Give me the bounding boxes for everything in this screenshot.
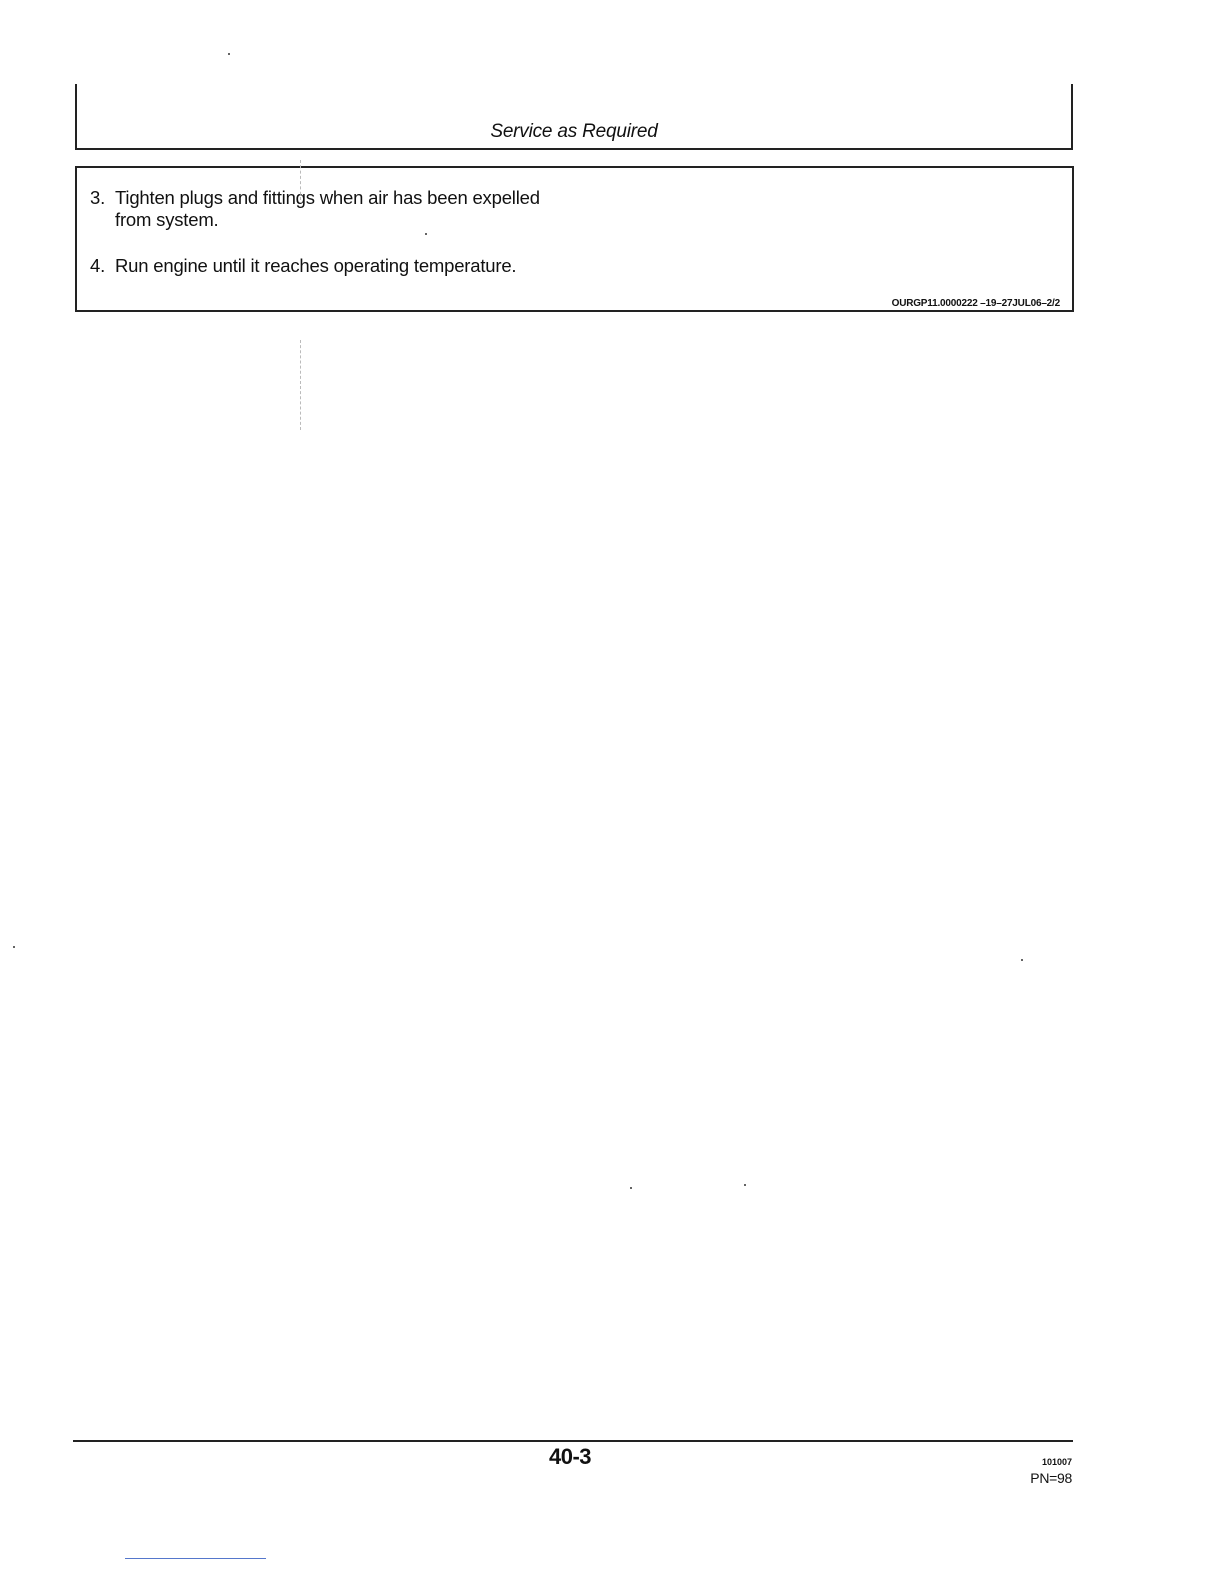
instruction-box bbox=[75, 166, 1074, 312]
step-number: 4. bbox=[90, 255, 106, 276]
section-title: Service as Required bbox=[490, 121, 658, 142]
step-text: Tighten plugs and fittings when air has been expelled bbox=[115, 187, 540, 208]
scan-artifact-line bbox=[300, 160, 301, 200]
section-header-box bbox=[75, 84, 1073, 150]
scan-speck bbox=[228, 53, 230, 55]
step-item bbox=[90, 255, 516, 277]
page-reference: PN=98 bbox=[1030, 1470, 1072, 1486]
scan-speck bbox=[630, 1187, 632, 1189]
step-text-continued: from system. bbox=[115, 209, 219, 230]
footer-rule bbox=[73, 1440, 1073, 1442]
page-number: 40-3 bbox=[548, 1444, 592, 1469]
scan-speck bbox=[1021, 959, 1023, 961]
scan-speck bbox=[425, 233, 427, 235]
step-text: Run engine until it reaches operating temperature. bbox=[115, 255, 517, 276]
step-number: 3. bbox=[90, 187, 106, 208]
scan-artifact-blue-line bbox=[125, 1558, 266, 1559]
scan-speck bbox=[13, 946, 15, 948]
reference-code: OURGP11.0000222 –19–27JUL06–2/2 bbox=[891, 298, 1060, 309]
date-code: 101007 bbox=[1041, 1457, 1072, 1467]
scan-speck bbox=[744, 1184, 746, 1186]
step-item bbox=[90, 187, 540, 231]
scan-artifact-line bbox=[300, 340, 301, 430]
